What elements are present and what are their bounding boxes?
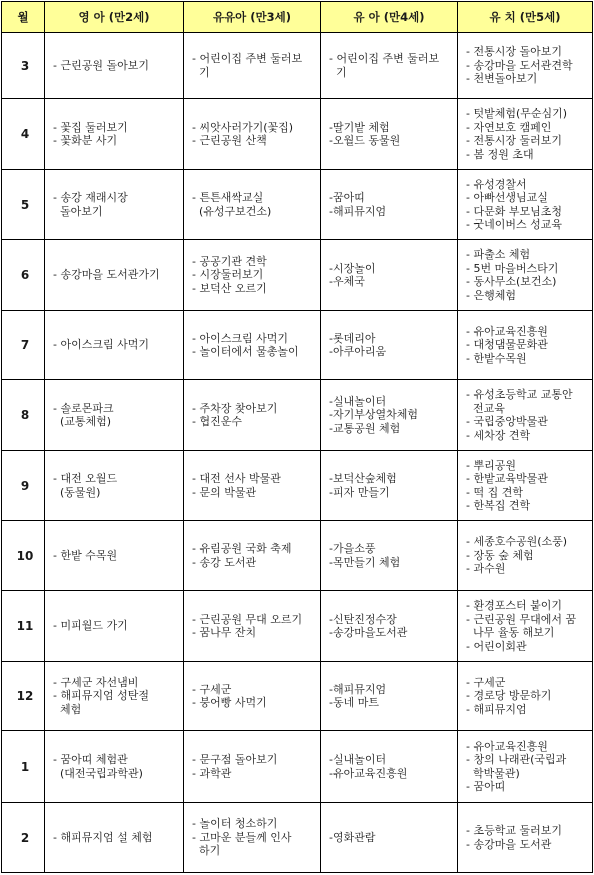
activity-line: - 해피뮤지엄 성탄절 xyxy=(53,689,149,703)
activity-line: - 구세군 자선냄비 xyxy=(53,675,139,689)
month-cell: 3 xyxy=(2,33,45,99)
activity-line: - 근린공원 돌아보기 xyxy=(53,58,149,72)
table-row xyxy=(2,662,593,731)
activity-line: -해피뮤지엄 xyxy=(329,204,387,218)
activity-line: - 파출소 체험 xyxy=(466,248,531,261)
activity-line: -딸기밭 체험 xyxy=(329,120,390,134)
activity-line: -실내놀이터 xyxy=(329,394,387,408)
activity-cell-c2 xyxy=(45,662,184,731)
activity-line: -오월드 동물원 xyxy=(329,134,401,147)
activity-line: - 붕어빵 사먹기 xyxy=(192,696,267,709)
activity-line: - 한밭수목원 xyxy=(466,351,527,365)
activity-line: 나무 율동 해보기 xyxy=(466,626,555,639)
activity-line: - 튼튼새싹교실 xyxy=(192,191,264,204)
activity-line: -가을소풍 xyxy=(329,542,376,555)
activity-line: - 텃밭체험(무순심기) xyxy=(466,107,568,120)
activity-cell-c4 xyxy=(321,731,458,803)
table-row xyxy=(2,170,593,240)
activity-line: - 시장둘러보기 xyxy=(192,268,264,282)
activity-line: (동물원) xyxy=(53,485,101,499)
activity-cell-c4 xyxy=(321,240,458,311)
activity-cell-c5 xyxy=(458,311,593,380)
activity-line: - 문의 박물관 xyxy=(192,485,257,499)
activity-cell-c5 xyxy=(458,803,593,873)
month-cell: 11 xyxy=(2,591,45,662)
activity-line: 하기 xyxy=(192,844,221,858)
activity-line: - 은행체험 xyxy=(466,288,516,302)
table-header-row xyxy=(2,2,593,33)
header-age4: 유 아 (만4세) xyxy=(321,2,458,33)
table-row xyxy=(2,99,593,170)
activity-cell-c2 xyxy=(45,240,184,311)
activity-line: - 꿈나무 잔치 xyxy=(192,626,257,639)
monthly-field-trip-table xyxy=(1,1,593,873)
activity-cell-c4 xyxy=(321,170,458,240)
activity-line: - 유아교육진흥원 xyxy=(466,739,548,753)
activity-cell-c4 xyxy=(321,99,458,170)
activity-line: - 송강 도서관 xyxy=(192,555,257,569)
activity-line: -유아교육진흥원 xyxy=(329,766,408,780)
month-cell: 6 xyxy=(2,240,45,311)
table-row xyxy=(2,451,593,521)
activity-line: -보덕산숲체험 xyxy=(329,472,397,485)
activity-cell-c3 xyxy=(184,591,321,662)
activity-line: - 환경포스터 붙이기 xyxy=(466,599,562,612)
activity-line: - 한밭교육박물관 xyxy=(466,472,548,485)
activity-cell-c2 xyxy=(45,451,184,521)
activity-line: -롯데리아 xyxy=(329,331,376,345)
activity-line: - 대전 오월드 xyxy=(53,472,118,485)
activity-cell-c5 xyxy=(458,662,593,731)
activity-line: -자기부상열차체험 xyxy=(329,408,418,422)
activity-cell-c2 xyxy=(45,521,184,591)
activity-cell-c5 xyxy=(458,99,593,170)
activity-line: - 자연보호 캠페인 xyxy=(466,120,552,134)
activity-line: - 굿네이버스 성교육 xyxy=(466,218,562,231)
activity-cell-c5 xyxy=(458,380,593,451)
activity-cell-c4 xyxy=(321,380,458,451)
activity-line: - 근린공원 산책 xyxy=(192,134,267,147)
activity-cell-c5 xyxy=(458,731,593,803)
activity-line: - 고마운 분들께 인사 xyxy=(192,830,292,844)
activity-cell-c4 xyxy=(321,311,458,380)
activity-line: - 국립중앙박물관 xyxy=(466,415,548,428)
activity-line: - 세차장 견학 xyxy=(466,428,531,442)
activity-line: - 협진운수 xyxy=(192,415,242,428)
activity-line: - 송강 재래시장 xyxy=(53,191,128,204)
activity-line: 체험 xyxy=(53,702,82,716)
activity-cell-c3 xyxy=(184,521,321,591)
activity-cell-c4 xyxy=(321,591,458,662)
activity-cell-c2 xyxy=(45,591,184,662)
activity-cell-c4 xyxy=(321,33,458,99)
activity-line: - 창의 나래관(국립과 xyxy=(466,753,567,766)
header-month: 월 xyxy=(2,2,45,33)
activity-line: - 꿈아띠 xyxy=(466,780,506,793)
activity-line: - 어린이회관 xyxy=(466,639,527,653)
activity-line: -교통공원 체험 xyxy=(329,421,401,435)
activity-line: - 놀이터에서 물총놀이 xyxy=(192,345,299,358)
activity-line: - 전통시장 둘러보기 xyxy=(466,134,562,147)
activity-line: - 보덕산 오르기 xyxy=(192,281,267,295)
activity-line: - 아이스크림 사먹기 xyxy=(53,338,149,352)
activity-cell-c4 xyxy=(321,803,458,873)
activity-cell-c2 xyxy=(45,311,184,380)
activity-line: -아쿠아리움 xyxy=(329,345,387,358)
table-row xyxy=(2,240,593,311)
header-age5: 유 치 (만5세) xyxy=(458,2,593,33)
month-cell: 12 xyxy=(2,662,45,731)
activity-line: - 솔로몬파크 xyxy=(53,401,114,415)
activity-line: - 아이스크림 사먹기 xyxy=(192,331,288,345)
activity-cell-c3 xyxy=(184,451,321,521)
activity-line: 전교육 xyxy=(466,401,505,415)
activity-cell-c5 xyxy=(458,240,593,311)
activity-line: 돌아보기 xyxy=(53,204,103,218)
activity-line: - 다문화 부모님초청 xyxy=(466,204,562,218)
activity-cell-c2 xyxy=(45,170,184,240)
activity-line: - 어린이집 주변 둘러보 xyxy=(329,52,440,65)
activity-line: -해피뮤지엄 xyxy=(329,682,387,696)
table-row xyxy=(2,311,593,380)
month-cell: 5 xyxy=(2,170,45,240)
activity-line: - 꿈아띠 체험관 xyxy=(53,753,128,766)
activity-line: - 유아교육진흥원 xyxy=(466,324,548,338)
activity-line: - 문구점 돌아보기 xyxy=(192,753,278,766)
activity-cell-c3 xyxy=(184,99,321,170)
activity-line: - 장동 숲 체험 xyxy=(466,548,534,562)
activity-line: - 대전 선사 박물관 xyxy=(192,472,281,485)
activity-cell-c5 xyxy=(458,521,593,591)
activity-line: - 5번 마을버스타기 xyxy=(466,261,559,275)
activity-cell-c3 xyxy=(184,803,321,873)
activity-line: - 송강마을 도서관가기 xyxy=(53,268,160,282)
activity-cell-c2 xyxy=(45,731,184,803)
activity-line: -시장놀이 xyxy=(329,261,376,275)
month-cell: 2 xyxy=(2,803,45,873)
activity-line: -목만들기 체험 xyxy=(329,555,401,569)
month-cell: 10 xyxy=(2,521,45,591)
activity-line: - 유성초등학교 교통안 xyxy=(466,388,573,401)
activity-line: (대전국립과학관) xyxy=(53,766,143,780)
activity-line: - 뿌리공원 xyxy=(466,458,516,472)
table-row xyxy=(2,731,593,803)
activity-line: - 해피뮤지엄 xyxy=(466,702,527,716)
activity-line: - 어린이집 주변 둘러보 xyxy=(192,52,303,65)
activity-line: -피자 만들기 xyxy=(329,485,390,499)
activity-line: - 유림공원 국화 축제 xyxy=(192,542,292,555)
activity-line: - 송강마을 도서관견학 xyxy=(466,58,573,72)
activity-cell-c2 xyxy=(45,380,184,451)
month-cell: 8 xyxy=(2,380,45,451)
activity-line: - 봄 정원 초대 xyxy=(466,147,534,161)
activity-line: 기 xyxy=(329,65,347,79)
activity-line: - 꽃집 둘러보기 xyxy=(53,120,128,134)
activity-line: - 씨앗사러가기(꽃집) xyxy=(192,120,294,134)
activity-line: - 전통시장 돌아보기 xyxy=(466,45,562,59)
activity-line: -꿈아띠 xyxy=(329,191,365,204)
activity-line: - 구세군 xyxy=(466,675,506,689)
activity-line: - 천변돌아보기 xyxy=(466,72,538,86)
activity-cell-c4 xyxy=(321,521,458,591)
activity-cell-c3 xyxy=(184,311,321,380)
activity-cell-c5 xyxy=(458,33,593,99)
activity-cell-c3 xyxy=(184,662,321,731)
activity-line: - 동사무소(보건소) xyxy=(466,275,557,288)
activity-cell-c5 xyxy=(458,170,593,240)
activity-cell-c5 xyxy=(458,451,593,521)
activity-line: - 한밭 수목원 xyxy=(53,548,118,562)
month-cell: 1 xyxy=(2,731,45,803)
activity-line: - 꽃화분 사기 xyxy=(53,134,118,147)
activity-line: - 대청댐물문화관 xyxy=(466,338,548,352)
activity-line: - 과수원 xyxy=(466,562,506,576)
activity-cell-c2 xyxy=(45,33,184,99)
activity-line: - 놀이터 청소하기 xyxy=(192,817,278,831)
activity-cell-c3 xyxy=(184,170,321,240)
activity-line: - 한복집 견학 xyxy=(466,499,531,512)
month-cell: 7 xyxy=(2,311,45,380)
activity-line: - 과학관 xyxy=(192,766,232,780)
activity-line: - 세종호수공원(소풍) xyxy=(466,535,568,549)
month-cell: 4 xyxy=(2,99,45,170)
activity-line: - 유성경찰서 xyxy=(466,177,527,191)
activity-line: 학박물관) xyxy=(466,766,520,780)
activity-line: - 경로당 방문하기 xyxy=(466,689,552,703)
activity-line: - 초등학교 둘러보기 xyxy=(466,824,562,837)
activity-line: - 주차장 찾아보기 xyxy=(192,401,278,415)
activity-line: 기 xyxy=(192,65,210,79)
table-row xyxy=(2,591,593,662)
activity-line: - 구세군 xyxy=(192,682,232,696)
activity-cell-c2 xyxy=(45,99,184,170)
activity-line: - 떡 집 견학 xyxy=(466,485,523,499)
activity-line: - 근린공원 무대에서 꿈 xyxy=(466,612,577,626)
table-row xyxy=(2,380,593,451)
activity-line: (교통체험) xyxy=(53,415,112,428)
month-cell: 9 xyxy=(2,451,45,521)
table-row xyxy=(2,33,593,99)
header-age3: 유유아 (만3세) xyxy=(184,2,321,33)
header-age2: 영 아 (만2세) xyxy=(45,2,184,33)
activity-cell-c5 xyxy=(458,591,593,662)
activity-line: -영화관람 xyxy=(329,830,376,844)
activity-line: - 해피뮤지엄 설 체험 xyxy=(53,830,153,844)
activity-cell-c3 xyxy=(184,240,321,311)
table-row xyxy=(2,803,593,873)
table-row xyxy=(2,521,593,591)
activity-cell-c3 xyxy=(184,731,321,803)
activity-line: - 미피월드 가기 xyxy=(53,619,128,633)
activity-line: - 근린공원 무대 오르기 xyxy=(192,612,303,626)
activity-cell-c2 xyxy=(45,803,184,873)
activity-line: -우체국 xyxy=(329,275,365,288)
activity-line: -동네 마트 xyxy=(329,696,379,709)
activity-cell-c4 xyxy=(321,451,458,521)
activity-line: -신탄진정수장 xyxy=(329,612,397,626)
activity-cell-c3 xyxy=(184,380,321,451)
activity-line: (유성구보건소) xyxy=(192,204,272,218)
activity-line: - 송강마을 도서관 xyxy=(466,837,552,851)
activity-line: -실내놀이터 xyxy=(329,753,387,766)
activity-line: -송강마을도서관 xyxy=(329,626,408,639)
activity-cell-c4 xyxy=(321,662,458,731)
activity-line: - 공공기관 견학 xyxy=(192,254,267,268)
activity-line: - 아빠선생님교실 xyxy=(466,191,548,204)
activity-cell-c3 xyxy=(184,33,321,99)
